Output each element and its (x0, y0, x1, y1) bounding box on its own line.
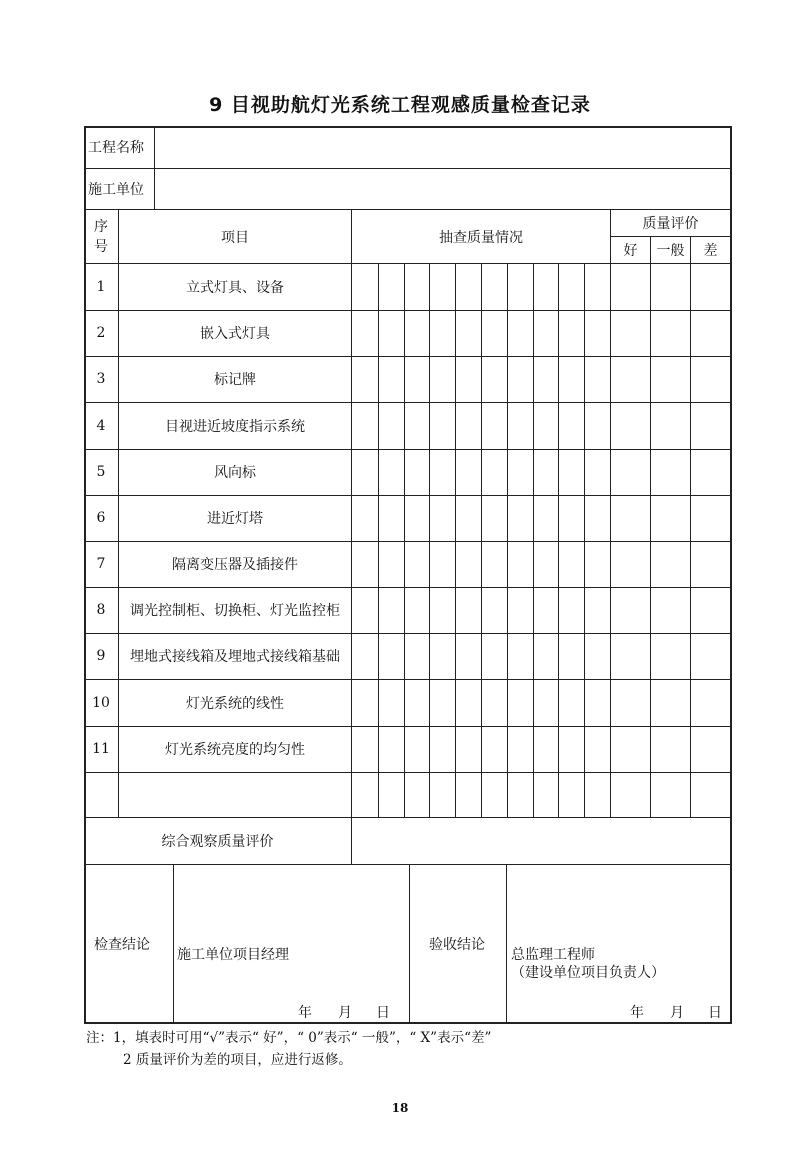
average-cell[interactable] (651, 726, 690, 772)
sample-cell[interactable] (378, 679, 404, 726)
row-divider (84, 356, 732, 357)
sample-cell[interactable] (429, 449, 455, 495)
sample-cell[interactable] (404, 310, 430, 356)
sample-cell[interactable] (352, 449, 378, 495)
sample-cell[interactable] (533, 633, 559, 679)
project-name-field[interactable] (155, 126, 730, 168)
average-cell[interactable] (651, 356, 690, 402)
sample-cell[interactable] (584, 633, 610, 679)
check-conclusion-label: 检查结论 (94, 937, 150, 953)
supervisor-date-day: 日 (708, 1005, 722, 1021)
row-divider (84, 541, 732, 542)
sample-cell[interactable] (352, 633, 378, 679)
sample-cell[interactable] (558, 402, 584, 449)
page-title: 9 目视助航灯光系统工程观感质量检查记录 (209, 94, 591, 116)
sample-cell[interactable] (507, 449, 533, 495)
row-item: 风向标 (214, 465, 256, 481)
overall-eval-field[interactable] (352, 818, 730, 864)
row-item: 嵌入式灯具 (200, 326, 270, 342)
eval-header: 质量评价 (642, 216, 699, 232)
sample-cell[interactable] (429, 402, 455, 449)
sample-cell[interactable] (404, 495, 430, 541)
sample-cell[interactable] (507, 310, 533, 356)
sample-cell[interactable] (558, 587, 584, 633)
sample-cell[interactable] (558, 310, 584, 356)
sample-cell[interactable] (584, 772, 610, 818)
sample-cell[interactable] (352, 679, 378, 726)
sample-cell[interactable] (533, 679, 559, 726)
supervisor-date-month: 月 (670, 1005, 684, 1021)
sample-cell[interactable] (429, 541, 455, 587)
row-number: 2 (96, 325, 106, 341)
sample-cell[interactable] (533, 587, 559, 633)
sample-cell[interactable] (429, 310, 455, 356)
construction-unit-label: 施工单位 (88, 182, 144, 198)
sample-divider (507, 264, 508, 817)
sample-cell[interactable] (481, 679, 507, 726)
sample-cell[interactable] (352, 587, 378, 633)
good-cell[interactable] (611, 356, 650, 402)
sample-cell[interactable] (533, 449, 559, 495)
sample-cell[interactable] (507, 726, 533, 772)
sample-cell[interactable] (481, 541, 507, 587)
sample-cell[interactable] (455, 726, 481, 772)
average-cell[interactable] (651, 495, 690, 541)
poor-cell[interactable] (691, 772, 730, 818)
average-cell[interactable] (651, 587, 690, 633)
sample-cell[interactable] (378, 264, 404, 310)
sample-cell[interactable] (584, 495, 610, 541)
row-divider (84, 449, 732, 450)
poor-cell[interactable] (691, 449, 730, 495)
seq-header (84, 210, 118, 263)
sample-cell[interactable] (352, 772, 378, 818)
sample-cell[interactable] (455, 772, 481, 818)
sample-divider (404, 264, 405, 817)
good-header: 好 (623, 243, 638, 259)
contractor-date-year: 年 (298, 1005, 312, 1021)
sample-cell[interactable] (378, 402, 404, 449)
good-cell[interactable] (611, 449, 650, 495)
sample-divider (481, 264, 482, 817)
sample-header: 抽查质量情况 (439, 229, 523, 246)
average-cell[interactable] (651, 541, 690, 587)
row-divider (84, 679, 732, 680)
row-item: 灯光系统的线性 (186, 695, 284, 712)
row-item: 进近灯塔 (207, 511, 263, 527)
sample-cell[interactable] (533, 356, 559, 402)
sample-cell[interactable] (533, 541, 559, 587)
good-cell[interactable] (611, 772, 650, 818)
sample-cell[interactable] (455, 587, 481, 633)
row-divider (84, 402, 732, 403)
good-cell[interactable] (611, 633, 650, 679)
good-cell[interactable] (611, 679, 650, 726)
sample-cell[interactable] (455, 495, 481, 541)
sample-cell[interactable] (404, 726, 430, 772)
sample-cell[interactable] (404, 356, 430, 402)
overall-eval-label: 综合观察质量评价 (161, 834, 274, 850)
poor-cell[interactable] (691, 726, 730, 772)
sample-cell[interactable] (455, 633, 481, 679)
construction-unit-field[interactable] (155, 169, 730, 209)
good-cell[interactable] (611, 587, 650, 633)
sample-cell[interactable] (429, 587, 455, 633)
good-cell[interactable] (611, 310, 650, 356)
sample-cell[interactable] (378, 633, 404, 679)
form-border-right (730, 126, 732, 1024)
row-item: 灯光系统亮度的均匀性 (165, 742, 305, 758)
row-number: 7 (96, 556, 106, 572)
sample-cell[interactable] (378, 310, 404, 356)
contractor-date-month: 月 (338, 1005, 352, 1021)
sample-cell[interactable] (558, 264, 584, 310)
sample-cell[interactable] (455, 449, 481, 495)
contractor-date-day: 日 (376, 1005, 390, 1021)
average-cell[interactable] (651, 633, 690, 679)
sample-cell[interactable] (378, 541, 404, 587)
average-cell[interactable] (651, 402, 690, 449)
sample-cell[interactable] (429, 633, 455, 679)
sample-cell[interactable] (429, 772, 455, 818)
sample-cell[interactable] (533, 402, 559, 449)
sample-cell[interactable] (481, 633, 507, 679)
sample-cell[interactable] (481, 495, 507, 541)
sample-divider (533, 264, 534, 817)
average-header: 一般 (656, 243, 685, 259)
poor-cell[interactable] (691, 495, 730, 541)
row-number: 4 (96, 417, 106, 434)
sample-cell[interactable] (584, 449, 610, 495)
supervisor-date-year: 年 (630, 1005, 644, 1021)
good-cell[interactable] (611, 402, 650, 449)
sample-cell[interactable] (584, 264, 610, 310)
sample-cell[interactable] (507, 679, 533, 726)
sample-cell[interactable] (429, 679, 455, 726)
sample-cell[interactable] (533, 726, 559, 772)
sample-cell[interactable] (404, 541, 430, 587)
sample-divider (558, 264, 559, 817)
sample-cell[interactable] (558, 356, 584, 402)
average-cell[interactable] (651, 310, 690, 356)
sample-cell[interactable] (455, 264, 481, 310)
sample-cell[interactable] (378, 587, 404, 633)
sample-cell[interactable] (481, 310, 507, 356)
sample-cell[interactable] (352, 310, 378, 356)
row-number: 10 (92, 694, 110, 711)
sample-cell[interactable] (558, 726, 584, 772)
sample-cell[interactable] (404, 633, 430, 679)
poor-cell[interactable] (691, 679, 730, 726)
sample-cell[interactable] (481, 587, 507, 633)
sample-divider (584, 264, 585, 817)
sample-divider (378, 264, 379, 817)
sample-cell[interactable] (584, 679, 610, 726)
sample-cell[interactable] (584, 541, 610, 587)
sample-cell[interactable] (429, 264, 455, 310)
poor-cell[interactable] (691, 587, 730, 633)
form-border-bottom (84, 1022, 732, 1024)
sample-cell[interactable] (507, 402, 533, 449)
sample-cell[interactable] (352, 402, 378, 449)
sample-cell[interactable] (455, 402, 481, 449)
row-divider (84, 726, 732, 727)
sample-cell[interactable] (558, 541, 584, 587)
item-header: 项目 (221, 229, 249, 246)
sample-cell[interactable] (455, 679, 481, 726)
poor-cell[interactable] (691, 541, 730, 587)
sample-cell[interactable] (558, 495, 584, 541)
row-item: 埋地式接线箱及埋地式接线箱基础 (130, 649, 340, 665)
poor-cell[interactable] (691, 402, 730, 449)
row-item (119, 772, 351, 818)
poor-cell[interactable] (691, 264, 730, 310)
good-cell[interactable] (611, 726, 650, 772)
row-item: 隔离变压器及插接件 (172, 557, 298, 573)
sample-cell[interactable] (507, 772, 533, 818)
sample-cell[interactable] (455, 310, 481, 356)
seq-header-line1: 序 (94, 218, 108, 235)
average-cell[interactable] (651, 449, 690, 495)
sample-cell[interactable] (455, 356, 481, 402)
sample-cell[interactable] (404, 587, 430, 633)
sample-cell[interactable] (404, 679, 430, 726)
sample-divider (455, 264, 456, 817)
sample-cell[interactable] (481, 402, 507, 449)
row-number: 1 (96, 279, 106, 295)
row-number (84, 772, 118, 818)
average-cell[interactable] (651, 679, 690, 726)
row-item: 标记牌 (214, 372, 256, 388)
sample-cell[interactable] (455, 541, 481, 587)
sample-cell[interactable] (558, 633, 584, 679)
sample-cell[interactable] (507, 633, 533, 679)
row-number: 9 (96, 648, 106, 664)
sample-divider (429, 264, 430, 817)
row-number: 5 (96, 464, 106, 480)
poor-cell[interactable] (691, 310, 730, 356)
note-1: 注：1，填表时可用“√”表示“ 好”，“ 0”表示“ 一般”，“ X”表示“差” (86, 1030, 492, 1046)
sample-cell[interactable] (533, 495, 559, 541)
row-divider (84, 310, 732, 311)
divider (84, 864, 732, 865)
row-item: 立式灯具、设备 (186, 280, 284, 296)
owner-representative-label: （建设单位项目负责人） (511, 965, 665, 981)
sample-cell[interactable] (481, 772, 507, 818)
sample-cell[interactable] (507, 264, 533, 310)
good-cell[interactable] (611, 495, 650, 541)
sample-cell[interactable] (404, 264, 430, 310)
row-item: 调光控制柜、切换柜、灯光监控柜 (130, 603, 340, 619)
sample-cell[interactable] (507, 356, 533, 402)
sample-cell[interactable] (378, 356, 404, 402)
sample-cell[interactable] (481, 356, 507, 402)
sample-cell[interactable] (533, 264, 559, 310)
sample-cell[interactable] (507, 587, 533, 633)
sample-cell[interactable] (558, 679, 584, 726)
project-name-label: 工程名称 (88, 140, 144, 156)
sample-cell[interactable] (352, 356, 378, 402)
contractor-manager-label: 施工单位项目经理 (177, 947, 289, 963)
row-divider (84, 495, 732, 496)
sample-cell[interactable] (584, 726, 610, 772)
sample-cell[interactable] (481, 449, 507, 495)
sample-cell[interactable] (584, 402, 610, 449)
row-divider (84, 587, 732, 588)
row-number: 8 (96, 602, 106, 618)
sample-cell[interactable] (429, 495, 455, 541)
row-number: 6 (96, 510, 106, 526)
row-item: 目视进近坡度指示系统 (165, 418, 305, 435)
sample-cell[interactable] (481, 726, 507, 772)
poor-header: 差 (703, 243, 718, 259)
accept-conclusion-label: 验收结论 (429, 937, 485, 953)
divider (409, 864, 410, 1024)
sample-cell[interactable] (404, 772, 430, 818)
sample-cell[interactable] (352, 264, 378, 310)
chief-supervisor-label: 总监理工程师 (511, 947, 595, 963)
sample-cell[interactable] (378, 449, 404, 495)
sample-cell[interactable] (558, 449, 584, 495)
average-cell[interactable] (651, 772, 690, 818)
average-cell[interactable] (651, 264, 690, 310)
page-number: 18 (391, 1101, 409, 1115)
row-number: 11 (92, 741, 110, 757)
sample-cell[interactable] (558, 772, 584, 818)
sample-cell[interactable] (481, 264, 507, 310)
sample-cell[interactable] (378, 495, 404, 541)
inspection-form (84, 126, 732, 1024)
note-2: 2 质量评价为差的项目，应进行返修。 (123, 1052, 352, 1068)
sample-cell[interactable] (404, 449, 430, 495)
sample-cell[interactable] (533, 772, 559, 818)
sample-cell[interactable] (533, 310, 559, 356)
sample-cell[interactable] (584, 310, 610, 356)
sample-cell[interactable] (584, 356, 610, 402)
row-number: 3 (96, 371, 106, 387)
sample-cell[interactable] (352, 541, 378, 587)
row-divider (84, 772, 732, 773)
sample-cell[interactable] (378, 772, 404, 818)
sample-cell[interactable] (352, 495, 378, 541)
sample-cell[interactable] (404, 402, 430, 449)
seq-header-line2: 号 (94, 238, 108, 255)
good-cell[interactable] (611, 541, 650, 587)
sample-cell[interactable] (378, 726, 404, 772)
poor-cell[interactable] (691, 633, 730, 679)
poor-cell[interactable] (691, 356, 730, 402)
sample-cell[interactable] (352, 726, 378, 772)
sample-cell[interactable] (507, 495, 533, 541)
sample-cell[interactable] (429, 356, 455, 402)
good-cell[interactable] (611, 264, 650, 310)
sample-cell[interactable] (507, 541, 533, 587)
row-divider (84, 633, 732, 634)
sample-cell[interactable] (584, 587, 610, 633)
sample-cell[interactable] (429, 726, 455, 772)
